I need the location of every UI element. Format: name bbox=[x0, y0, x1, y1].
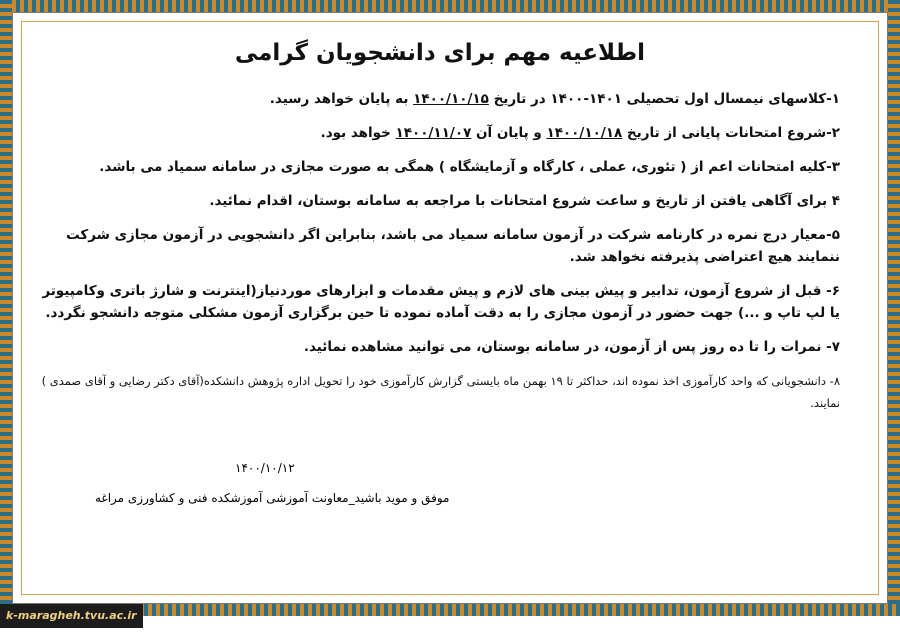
notice-item-4: ۴ برای آگاهی یافتن از تاریخ و ساعت شروع امتحانات با مراجعه به سامانه بوستان، اقدام نمائید. bbox=[209, 193, 840, 209]
item-text: ۱-کلاسهای نیمسال اول تحصیلی ۱۴۰۱-۱۴۰۰ در تاریخ bbox=[488, 91, 840, 107]
item-date: ۱۴۰۰/۱۰/۱۸ bbox=[546, 125, 623, 141]
notice-item-6: ۶- قبل از شروع آزمون، تدابیر و پیش بینی های لازم و پیش مقدمات و ابزارهای موردنیاز(اینترنت و شارژ باتری وکامپیوتر یا لپ تاپ و ...) جهت حضور در آزمون مجازی را به دقت آماده نموده تا حین برگزاری آزمون مشکلی متوجه دانشجو نگردد. bbox=[42, 283, 840, 321]
notice-item-1 bbox=[40, 88, 840, 110]
notice-item-8: ۸- دانشجویانی که واحد کارآموزی اخذ نموده اند، حداکثر تا ۱۹ بهمن ماه بایستی گزارش کارآموزی خود را تحویل اداره پژوهش دانشکده(آقای دکتر رضایی و آقای صمدی ) نمایند. bbox=[41, 374, 840, 410]
item-text: خواهد بود. bbox=[320, 125, 396, 141]
item-date: ۱۴۰۰/۱۱/۰۷ bbox=[395, 125, 472, 141]
item-date: ۱۴۰۰/۱۰/۱۵ bbox=[413, 91, 489, 107]
item-text: به پایان خواهد رسید. bbox=[269, 91, 414, 107]
notice-content bbox=[40, 40, 840, 426]
site-watermark: k-maragheh.tvu.ac.ir bbox=[0, 604, 143, 628]
decorative-border-left bbox=[0, 0, 12, 616]
notice-item-7: ۷- نمرات را تا ده روز پس از آزمون، در سامانه بوستان، می توانید مشاهده نمائید. bbox=[303, 339, 840, 355]
notice-date: ۱۴۰۰/۱۰/۱۲ bbox=[235, 461, 295, 475]
notice-item-2 bbox=[40, 122, 840, 144]
notice-item-3: ۳-کلیه امتحانات اعم از ( تئوری، عملی ، کارگاه و آزمایشگاه ) همگی به صورت مجازی در سامانه سمیاد می باشد. bbox=[99, 159, 840, 175]
notice-signature: موفق و موید باشید_معاونت آموزشی آموزشکده فنی و کشاورزی مراغه bbox=[95, 491, 450, 505]
decorative-border-top bbox=[0, 0, 900, 12]
notice-title: اطلاعیه مهم برای دانشجویان گرامی bbox=[234, 40, 646, 66]
item-text: و پایان آن bbox=[471, 125, 547, 141]
decorative-border-right bbox=[888, 0, 900, 616]
item-text: ۲-شروع امتحانات پایانی از تاریخ bbox=[622, 125, 840, 141]
notice-item-5: ۵-معیار درج نمره در کارنامه شرکت در آزمون سامانه سمیاد می باشد، بنابراین اگر دانشجویی در آزمون مجازی شرکت ننمایند هیچ اعتراضی پذیرفته نخواهد شد. bbox=[66, 227, 840, 265]
